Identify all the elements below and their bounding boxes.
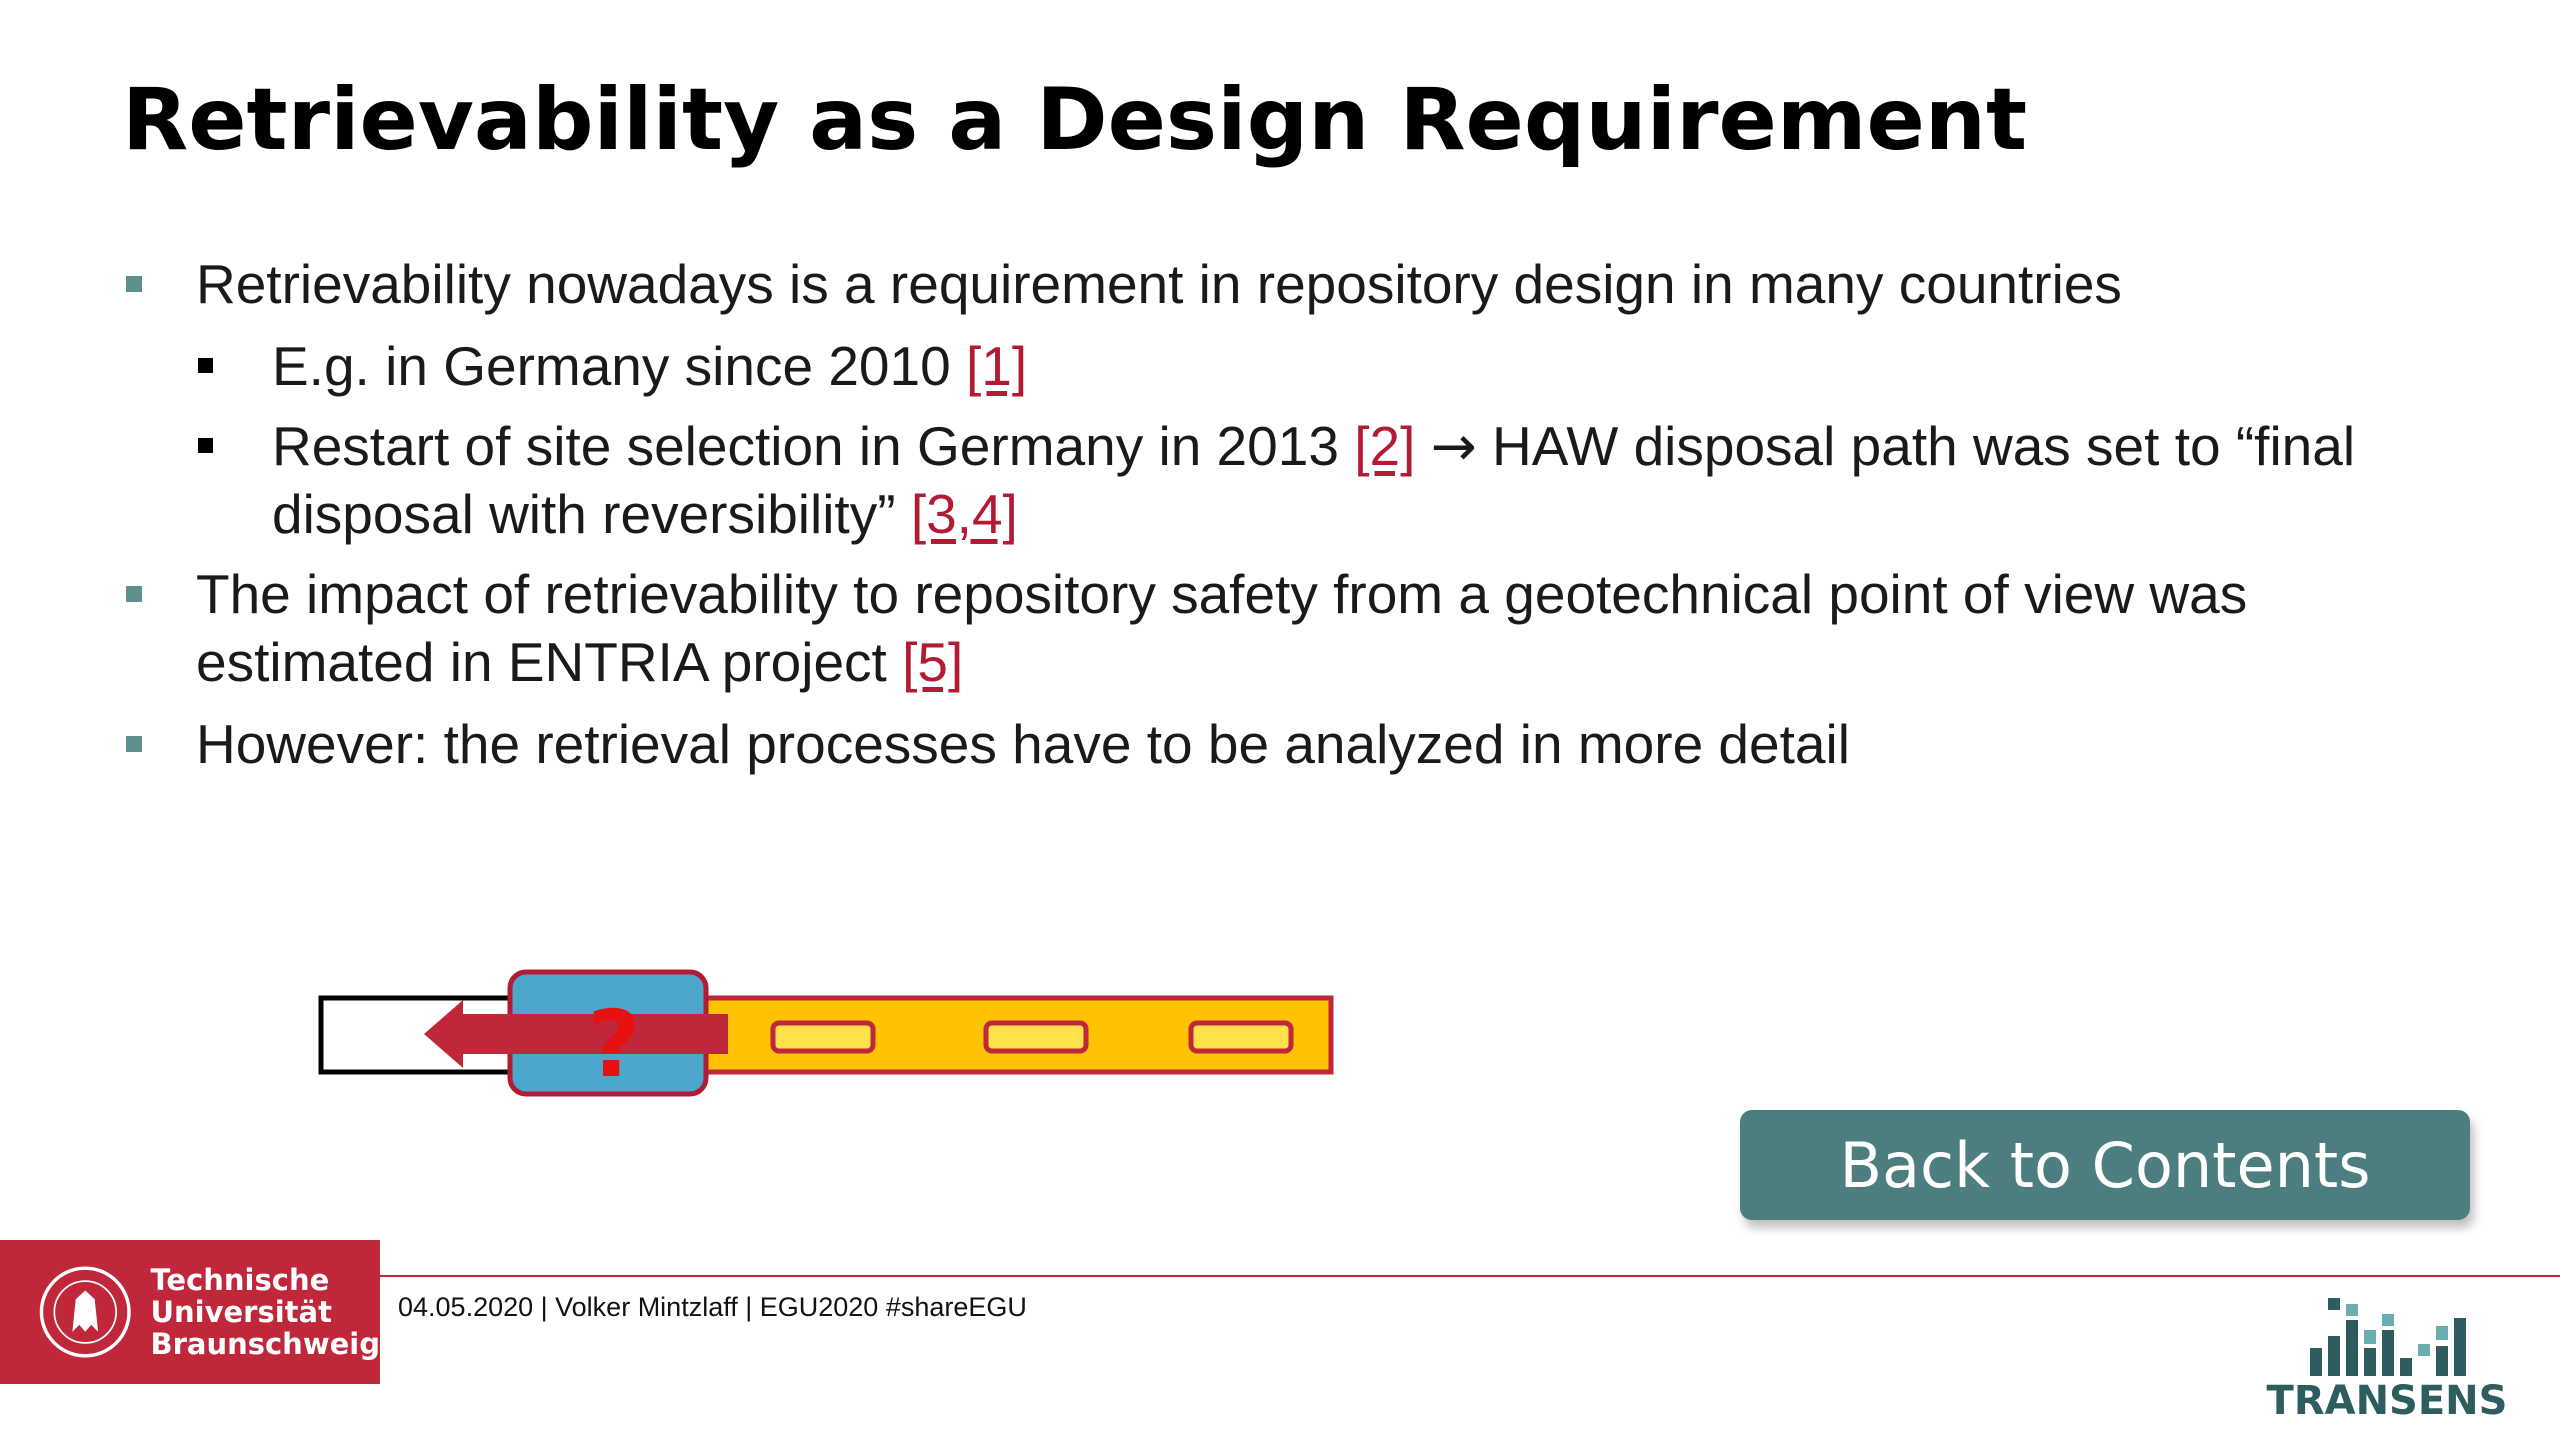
retrieval-diagram [318, 968, 1338, 1098]
bullet-text: However: the retrieval processes have to be analyzed in more detail [196, 713, 1850, 775]
canister [986, 1023, 1086, 1051]
bullet-text: HAW disposal path was set to “final disposal with reversibility” [272, 415, 2356, 545]
university-name: Technische Universität Braunschweig [150, 1263, 380, 1361]
reference-link[interactable]: [1] [965, 335, 1028, 397]
canister [1191, 1023, 1291, 1051]
sub-bullet-item [0, 332, 2460, 400]
question-mark: ? [587, 991, 641, 1098]
bullet-item [0, 710, 2460, 778]
reference-link[interactable]: [2] [1354, 415, 1416, 477]
bullet-item [0, 250, 2460, 318]
transens-logo [2262, 1296, 2512, 1422]
bullet-list [0, 250, 2460, 792]
footer-text: 04.05.2020 | Volker Mintzlaff | EGU2020 #shareEGU [398, 1292, 1027, 1322]
university-seal-icon [38, 1257, 132, 1367]
transens-wordmark: TRANSENS [2266, 1378, 2508, 1424]
reference-link[interactable]: [5] [902, 631, 964, 693]
bullet-text: Retrievability nowadays is a requirement in repository design in many countries [196, 253, 2122, 315]
footer-divider [380, 1275, 2560, 1277]
right-arrow-icon: → [1430, 414, 1477, 478]
reference-link[interactable]: [3,4] [910, 483, 1018, 545]
university-logo [0, 1240, 380, 1384]
back-to-contents-button[interactable]: Back to Contents [1740, 1110, 2470, 1220]
bullet-text: The impact of retrievability to repository safety from a geotechnical point of view was estimated in ENTRIA project [196, 563, 2248, 693]
bullet-item [0, 560, 2460, 696]
sub-bullet-item [0, 412, 2460, 548]
transens-bars-icon [2262, 1296, 2512, 1378]
bullet-text: E.g. in Germany since 2010 [272, 335, 966, 397]
bullet-text: Restart of site selection in Germany in 2013 [272, 415, 1355, 477]
canister [773, 1023, 873, 1051]
slide-title: Retrievability as a Design Requirement [122, 70, 2028, 170]
